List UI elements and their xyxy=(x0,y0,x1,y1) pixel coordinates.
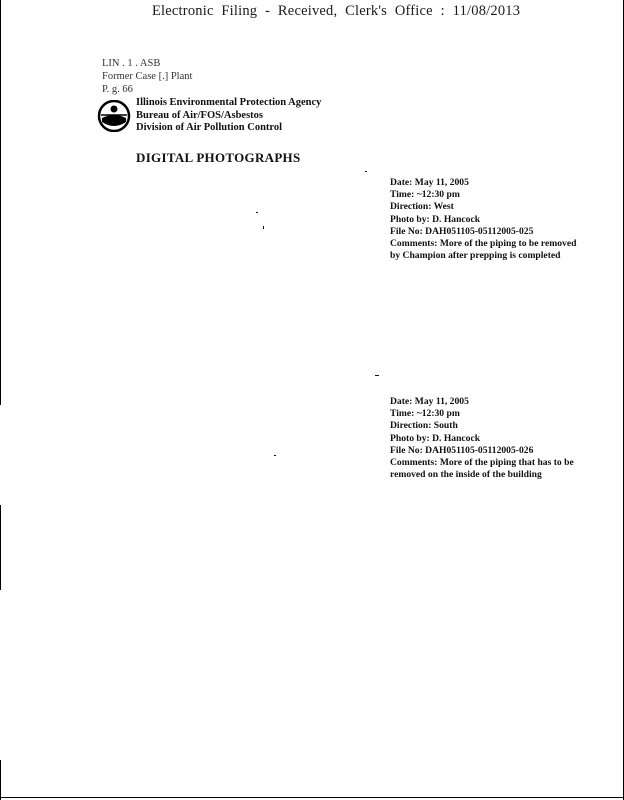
photo-time: Time: ~12:30 pm xyxy=(390,408,460,420)
scan-edge-left-lower xyxy=(0,760,1,800)
filing-stamp-header: Electronic Filing - Received, Clerk's Office : 11/08/2013 xyxy=(152,3,521,19)
scan-speck xyxy=(263,226,264,229)
photo-comments-cont: by Champion after prepping is completed xyxy=(390,250,561,262)
scan-edge-bottom xyxy=(0,797,624,798)
photo-file-no: File No: DAH051105-05112005-026 xyxy=(390,444,534,456)
photo-by: Photo by: D. Hancock xyxy=(390,213,481,225)
photo-file-no: File No: DAH051105-05112005-025 xyxy=(390,225,534,237)
photo-comments: Comments: More of the piping that has to be xyxy=(390,457,574,469)
scan-line-site: Former Case [.] Plant xyxy=(102,71,193,82)
photo-date: Date: May 11, 2005 xyxy=(390,177,469,188)
photo-date: Date: May 11, 2005 xyxy=(390,396,469,407)
photo-info-block-1 xyxy=(390,177,576,262)
photo-direction: Direction: West xyxy=(390,201,454,213)
photo-comments: Comments: More of the piping to be removed xyxy=(390,238,577,250)
page-title: DIGITAL PHOTOGRAPHS xyxy=(136,150,301,165)
illinois-epa-seal-icon xyxy=(97,100,131,132)
scan-edge-left-mid xyxy=(0,505,1,590)
photo-by: Photo by: D. Hancock xyxy=(390,432,481,444)
agency-bureau: Bureau of Air/FOS/Asbestos xyxy=(136,109,263,121)
scan-edge-left-upper xyxy=(0,0,1,405)
scan-speck xyxy=(274,455,276,456)
photo-direction: Direction: South xyxy=(390,420,458,432)
agency-division: Division of Air Pollution Control xyxy=(136,122,283,133)
photo-comments-cont: removed on the inside of the building xyxy=(390,469,542,481)
photo-time: Time: ~12:30 pm xyxy=(390,189,460,201)
scan-speck xyxy=(365,171,367,172)
photo-info-block-2 xyxy=(390,396,574,481)
scan-speck xyxy=(375,375,379,376)
agency-block xyxy=(136,97,321,135)
scan-line-page: P. g. 66 xyxy=(102,84,133,95)
scan-speck xyxy=(256,212,258,213)
scan-line-case-id: LIN . 1 . ASB xyxy=(102,58,161,69)
agency-name: Illinois Environmental Protection Agency xyxy=(136,97,322,108)
